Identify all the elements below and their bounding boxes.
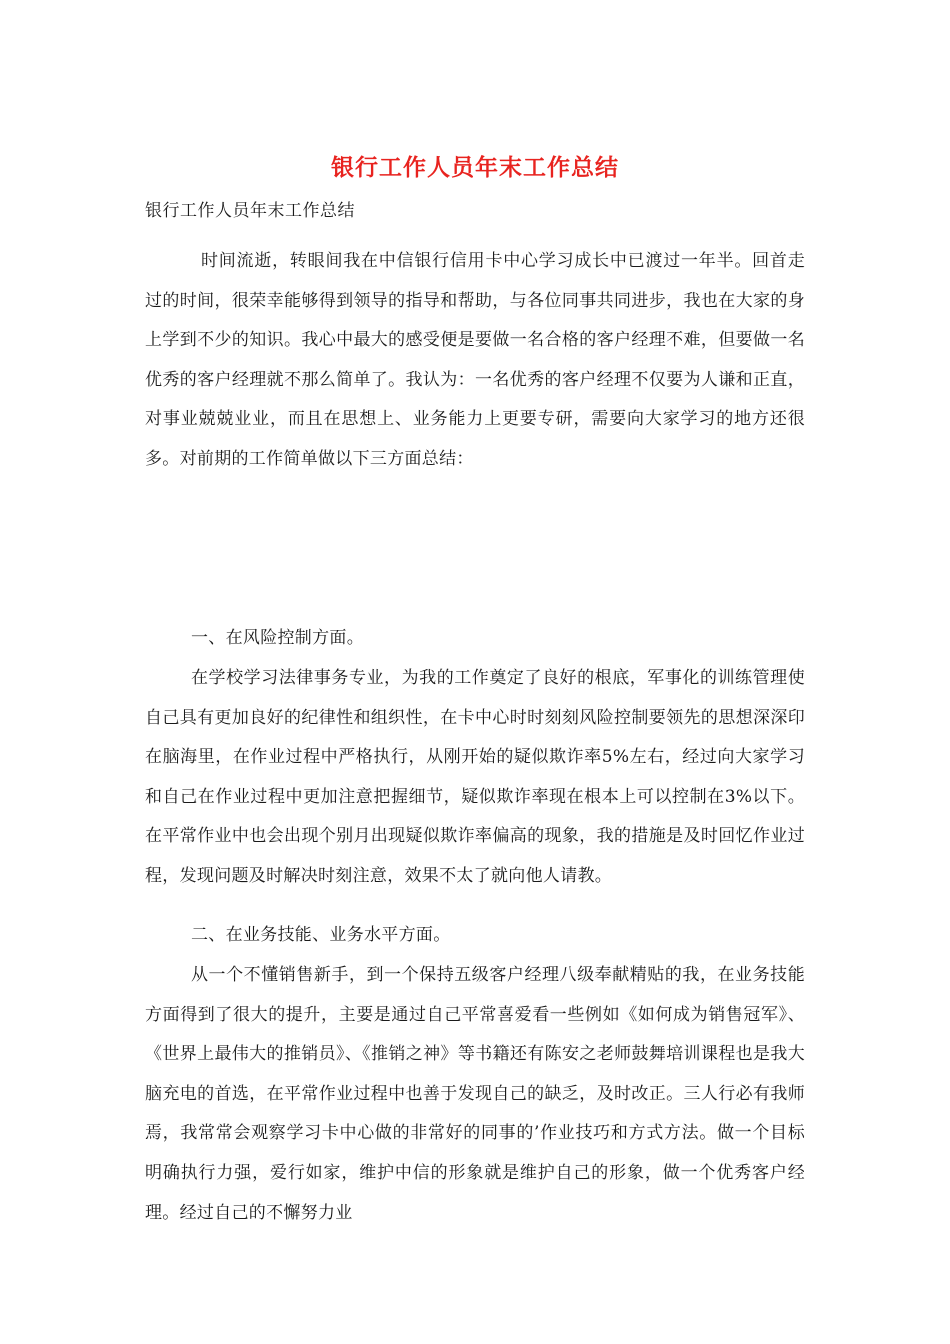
section-1-heading: 一、在风险控制方面。 [191, 628, 364, 648]
document-subtitle: 银行工作人员年末工作总结 [145, 201, 355, 221]
document-title: 银行工作人员年末工作总结 [331, 154, 619, 181]
section-2-paragraph: 从一个不懂销售新手，到一个保持五级客户经理八级奉献精贴的我，在业务技能方面得到了很大的提升，主要是通过自己平常喜爱看一些例如《如何成为销售冠军》、《世界上最伟大的推销员》、《推销之神》等书籍还有陈安之老师鼓舞培训课程也是我大脑充电的首选，在平常作业过程中也善于发现自己的缺乏，及时改正。三人行必有我师焉，我常常会观察学习卡中心做的非常好的同事的’作业技巧和方式方法。做一个目标明确执行力强，爱行如家，维护中信的形象就是维护自己的形象，做一个优秀客户经理。经过自己的不懈努力业 [145, 965, 805, 1223]
section-1-paragraph: 在学校学习法律事务专业，为我的工作奠定了良好的根底，军事化的训练管理使自己具有更加良好的纪律性和组织性，在卡中心时时刻刻风险控制要领先的思想深深印在脑海里，在作业过程中严格执行，从刚开始的疑似欺诈率5%左右，经过向大家学习和自己在作业过程中更加注意把握细节，疑似欺诈率现在根本上可以控制在3%以下。在平常作业中也会出现个别月出现疑似欺诈率偏高的现象，我的措施是及时回忆作业过程，发现问题及时解决时刻注意，效果不太了就向他人请教。 [145, 668, 805, 886]
intro-paragraph: 时间流逝，转眼间我在中信银行信用卡中心学习成长中已渡过一年半。回首走过的时间，很荣幸能够得到领导的指导和帮助，与各位同事共同进步，我也在大家的身上学到不少的知识。我心中最大的感受便是要做一名合格的客户经理不难，但要做一名优秀的客户经理就不那么简单了。我认为：一名优秀的客户经理不仅要为人谦和正直，对事业兢兢业业，而且在思想上、业务能力上更要专研，需要向大家学习的地方还很多。对前期的工作简单做以下三方面总结： [145, 251, 805, 469]
section-2-heading: 二、在业务技能、业务水平方面。 [191, 925, 451, 945]
